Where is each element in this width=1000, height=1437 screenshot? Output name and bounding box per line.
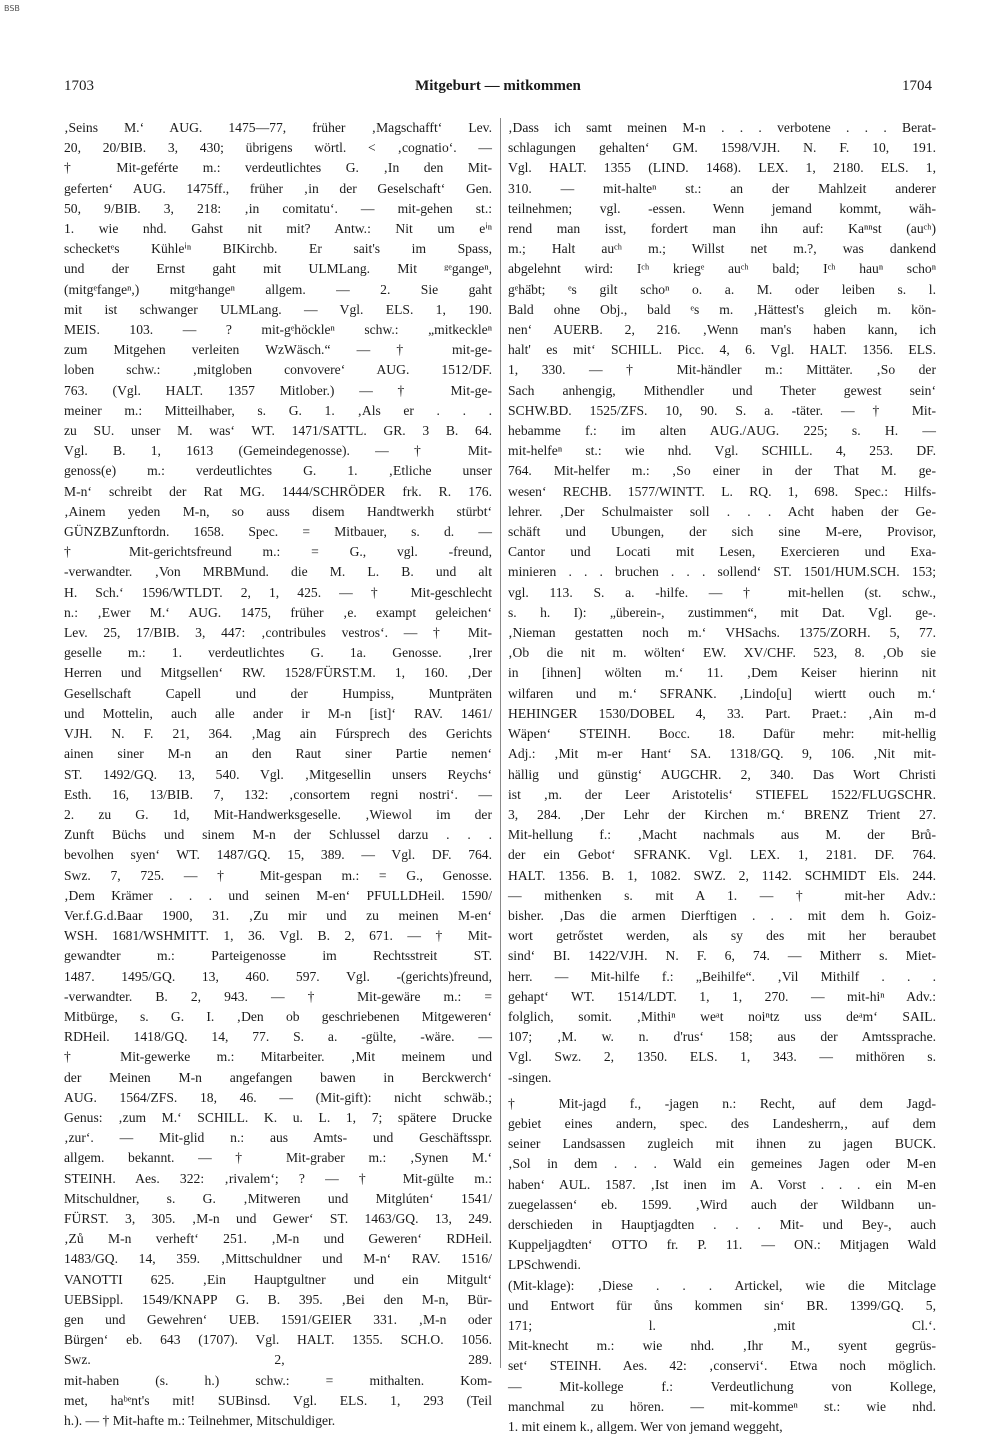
text-line: hällig und günstig‘ AUGCHR. 2, 340. Das Wort Christi	[508, 766, 936, 782]
text-line: zu SU. unser M. was‘ WT. 1471/SATTL. GR. 3 B. 64.	[64, 423, 492, 439]
text-line: † Mit-geférte m.: verdeutlichtes G. ‚In den Mit-	[64, 160, 492, 176]
text-line: h.). — † Mit-hafte m.: Teilnehmer, Mitschuldiger.	[64, 1413, 336, 1428]
text-line: s. h. I): „überein-, zustimmen“, mit Dat. Vgl. ge-.	[508, 604, 936, 620]
text-line: n.: ‚Ewer M.‘ AUG. 1475, früher ‚e. exampt geleichen‘	[64, 604, 492, 620]
text-line: zuegelassen‘ eb. 1599. ‚Wird auch der Wildbann un-	[508, 1196, 936, 1212]
text-line: ‚Zů M-n verheft‘ 251. ‚M-n und Geweren‘ RDHeil.	[64, 1231, 492, 1247]
text-line: schecketᵉs Kühleⁱⁿ BIKirchb. Er sait's im Spass,	[64, 241, 492, 257]
text-line: Mit-knecht m.: wie nhd. ‚Ihr M., syent gegrüs-	[508, 1338, 936, 1354]
text-line: bisher. ‚Das die armen Dierftigen . . . mit dem h. Goiz-	[508, 907, 936, 923]
text-line: ‚Dem Krämer . . . und seinen M-en‘ PFULLDHeil. 1590/	[64, 887, 492, 903]
text-line: sind‘ BI. 1422/VJH. N. F. 6, 74. — Mitherr s. Miet-	[508, 948, 936, 964]
text-line: ainen siner M-n an den Raut siner Partie nemen‘	[64, 746, 492, 762]
text-line: 50, 9/BIB. 3, 218: ‚in comitatu‘. — mit-gehen st.:	[64, 200, 492, 216]
text-line: (mitgᵉfangeⁿ,) mitgᵉhangeⁿ allgem. — 2. Sie gaht	[64, 281, 492, 297]
text-line: vgl. 113. S. a. -hilfe. — † mit-hellen (st. schw.,	[508, 584, 936, 600]
text-line: RDHeil. 1418/GQ. 14, 77. S. a. -gülte, -wäre. —	[64, 1029, 492, 1045]
text-line: wesen‘ RECHB. 1577/WINTT. L. RQ. 1, 698. Spec.: Hilfs-	[508, 483, 936, 499]
text-line: Zunft Büchs und sinem M-n der Schlussel darzu . . .	[64, 827, 492, 843]
text-line: ‚Dass ich samt meinen M-n . . . verbotene . . . Berat-	[508, 120, 936, 135]
text-line: ist ‚m. der Leer Aristotelis‘ STIEFEL 1522/FLUGSCHR.	[508, 786, 936, 802]
text-line: UEBSippl. 1549/KNAPP G. B. 395. ‚Bei den M-n, Bür-	[64, 1291, 492, 1307]
text-line: zum Mitgehen verleiten WzWäsch.“ — † mit-ge-	[64, 342, 492, 358]
text-line: geferten‘ AUG. 1475ff., früher ‚in der Geselschaft‘ Gen.	[64, 180, 492, 196]
text-line: AUG. 1564/ZFS. 18, 46. — (Mit-gift): nicht schwäb.;	[64, 1089, 492, 1105]
text-line: † Mit-gerichtsfreund m.: = G., vgl. -freund,	[64, 544, 492, 560]
text-line: 2. zu G. 1d, Mit-Handwerksgeselle. ‚Wiewol im der	[64, 806, 492, 822]
text-line: Gesellschaft Capell und der Humpiss, Muntpräten	[64, 685, 492, 701]
text-line: in [ihnen] wölten m.‘ 11. ‚Dem Keiser hierinn nit	[508, 665, 936, 681]
text-line: allgem. bekannt. — † Mit-graber m.: ‚Synen M.‘	[64, 1150, 492, 1166]
text-line: SCHW.BD. 1525/ZFS. 10, 90. S. a. -täter. — † Mit-	[508, 402, 936, 418]
text-line: Bürgen‘ eb. 643 (1707). Vgl. HALT. 1355. SCH.O. 1056.	[64, 1332, 492, 1348]
text-line: ST. 1492/GQ. 13, 540. Vgl. ‚Mitgesellin unsers Reychs‘	[64, 766, 492, 782]
text-line: VANOTTI 625. ‚Ein Hauptgultner und ein Mitgult‘	[64, 1271, 492, 1287]
text-line: GÜNZBZunftordn. 1658. Spec. = Mitbauer, s. d. —	[64, 524, 492, 540]
text-line: 1. mit einem k., allgem. Wer von jemand weggeht,	[508, 1419, 783, 1434]
text-line: Mit-hellung f.: ‚Macht nachmals aus M. der Brů-	[508, 827, 936, 843]
text-line: gehapt‘ WT. 1514/LDT. 1, 1, 270. — mit-hiⁿ Adv.:	[508, 988, 936, 1004]
left-column	[64, 118, 492, 1428]
text-line: † Mit-gewerke m.: Mitarbeiter. ‚Mit meinem und	[64, 1049, 492, 1065]
right-column	[508, 118, 936, 1434]
text-line: geselle m.: 1. verdeutlichtes G. 1a. Genosse. ‚Irer	[64, 645, 492, 661]
text-line: Esth. 16, 13/BIB. 7, 132: ‚consortem regni nostri‘. —	[64, 786, 492, 802]
text-line: Herren und Mitgsellen‘ RW. 1528/FÜRST.M. 1, 160. ‚Der	[64, 665, 492, 681]
text-line: -verwandter. B. 2, 943. — † Mit-gewäre m.: =	[64, 988, 492, 1004]
text-line: ‚Nieman gestatten noch m.‘ VHSachs. 1375/ZORH. 5, 77.	[508, 625, 936, 641]
text-line: Vgl. Swz. 2, 1350. ELS. 1, 343. — mithören s.	[508, 1049, 936, 1065]
text-line: teilnehmen; vgl. -essen. Wenn jemand kommt, wäh-	[508, 200, 936, 216]
text-line: H. Sch.‘ 1596/WTLDT. 2, 1, 425. — † Mit-geschlecht	[64, 584, 492, 600]
text-line: (Mit-klage): ‚Diese . . . Artickel, wie die Mitclage	[508, 1277, 936, 1293]
text-line: 1483/GQ. 14, 359. ‚Mittschuldner und M-n‘ RAV. 1516/	[64, 1251, 492, 1267]
text-line: mit-helfeⁿ st.: wie nhd. Vgl. SCHILL. 4, 253. DF.	[508, 443, 936, 459]
text-line: und Entwort für ůns kommen sin‘ BR. 1399/GQ. 5,	[508, 1297, 936, 1313]
text-line: Kuppeljagdten‘ OTTO fr. P. 11. — ON.: Mitjagen Wald	[508, 1237, 936, 1253]
text-line: Swz. 7, 725. — † Mit-gespan m.: = G., Genosse.	[64, 867, 492, 883]
text-line: -verwandter. ‚Von MRBMund. die M. L. B. und alt	[64, 564, 492, 580]
text-line: manchmal zu hören. — mit-kommeⁿ st.: wie nhd.	[508, 1398, 936, 1414]
text-line: Wäpen‘ STEINH. Bocc. 18. Dafür mehr: mit-hellig	[508, 726, 936, 742]
page-number-right: 1704	[902, 78, 932, 94]
text-line: meiner m.: Mitteilhaber, s. G. 1. ‚Als er . . .	[64, 402, 492, 418]
text-line: Mitschuldner, s. G. ‚Mitweren und Mitglúten‘ 1541/	[64, 1190, 492, 1206]
text-line: 1487. 1495/GQ. 13, 460. 597. Vgl. -(gerichts)freund,	[64, 968, 492, 984]
text-line: gewandter m.: Parteigenosse im Rechtsstreit ST.	[64, 948, 492, 964]
text-line: gen und Gewehren‘ UEB. 1591/GEIER 331. ‚M-n oder	[64, 1311, 492, 1327]
text-line: mit ist schwanger ULMLang. — Vgl. ELS. 1, 190.	[64, 301, 492, 317]
text-line: 1, 330. — † Mit-händler m.: Mittäter. ‚So der	[508, 362, 936, 378]
text-line: FÜRST. 3, 305. ‚M-n und Gewer‘ ST. 1463/GQ. 13, 249.	[64, 1210, 492, 1226]
text-line: 20, 20/BIB. 3, 430; übrigens wörtl. < ‚cognatio‘. —	[64, 140, 492, 156]
text-line: der ein Gebot‘ SFRANK. Vgl. LEX. 1, 2181. DF. 764.	[508, 847, 936, 863]
text-line: set‘ STEINH. Aes. 42: ‚conservi‘. Etwa noch möglich.	[508, 1358, 936, 1374]
text-line: rend man isst, fordert man ihn auf: Kaⁿⁿst (auᶜʰ)	[508, 221, 936, 237]
text-line: WSH. 1681/WSHMITT. 1, 36. Vgl. B. 2, 671. — † Mit-	[64, 928, 492, 944]
text-line: M-n‘ schreibt der Rat MG. 1444/SCHRÖDER frk. R. 176.	[64, 483, 492, 499]
text-line: lehrer. ‚Der Schulmaister soll . . . Acht haben der Ge-	[508, 503, 936, 519]
text-line: Bald ohne Obj., bald ᵉs m. ‚Hättest's gleich m. kön-	[508, 301, 936, 317]
text-line: Vgl. B. 1, 1613 (Gemeindegenosse). — † Mit-	[64, 443, 492, 459]
text-line: der Meinen M-n angefangen bawen in Berckwerch‘	[64, 1069, 492, 1085]
text-line: met, haᵇᵉnt's mit! SUBinsd. Vgl. ELS. 1, 293 (Teil	[64, 1392, 492, 1408]
text-line: 3, 284. ‚Der Lehr der Kirchen m.‘ BRENZ Trient 27.	[508, 806, 936, 822]
text-line: genoss(e) m.: verdeutlichtes G. 1. ‚Etliche unser	[64, 463, 492, 479]
text-line: haben‘ AUL. 1587. ‚Ist inen im A. Vorst . . . ein M-en	[508, 1176, 936, 1192]
text-line: ‚zur‘. — Mit-glid n.: aus Amts- und Geschäftsspr.	[64, 1130, 492, 1146]
running-title: Mitgeburt — mitkommen	[415, 78, 581, 94]
text-line: abgelehnt wird: Iᶜʰ kriegᵉ auᶜʰ bald; Iᶜʰ hauⁿ schoⁿ	[508, 261, 936, 277]
text-line: Sach anhengig, Mithendler und Theter gewest sein‘	[508, 382, 936, 398]
text-line: Adj.: ‚Mit m-er Hant‘ SA. 1318/GQ. 9, 106. ‚Nit mit-	[508, 746, 936, 762]
library-stamp: BSB	[4, 4, 20, 13]
text-line: Mitbürge, s. G. I. ‚Den ob geschriebenen Mitgeweren‘	[64, 1008, 492, 1024]
text-line: m.; Halt auᶜʰ m.; Willst net m.?, was dankend	[508, 241, 936, 257]
text-line: MEIS. 103. — ? mit-gᵉhöckleⁿ schw.: „mitkeckleⁿ	[64, 322, 492, 338]
page-header	[64, 74, 932, 104]
text-line: 107; ‚M. w. n. d'rus‘ 158; aus der Amtssprache.	[508, 1029, 936, 1045]
text-line: STEINH. Aes. 322: ‚rivalem‘; ? — † Mit-gülte m.:	[64, 1170, 492, 1186]
text-line: wort getrőstet werden, als sy des mit her beraubet	[508, 928, 936, 944]
text-line: 764. Mit-helfer m.: ‚So einer in der That M. ge-	[508, 463, 936, 479]
text-line: 1. wie nhd. Gahst nit mit? Antw.: Nit um eⁱⁿ	[64, 221, 492, 237]
text-line: schlagungen gehalten‘ GM. 1598/VJH. N. F. 10, 191.	[508, 140, 936, 156]
text-line: ‚Seins M.‘ AUG. 1475—77, früher ‚Magschafft‘ Lev.	[64, 120, 492, 135]
text-line: HALT. 1356. B. 1, 1082. SWZ. 2, 1142. SCHMIDT Els. 244.	[508, 867, 936, 883]
text-line: ‚Ainem yeden M-n, so auss disem Handtwerkh stürbt‘	[64, 503, 492, 519]
text-line: Cantor und Locati mit Lesen, Exercieren und Exa-	[508, 544, 936, 560]
text-line: wilfaren und m.‘ SFRANK. ‚Lindo[u] wiertt ouch m.‘	[508, 685, 936, 701]
text-line: — mithenken s. mit A 1. — † mit-her Adv.:	[508, 887, 936, 903]
text-line: -singen.	[508, 1069, 552, 1085]
text-line: ‚Ob die nit m. wölten‘ EW. XV/CHF. 523, 8. ‚Ob sie	[508, 645, 936, 661]
text-line: Swz. 2, 289.	[64, 1352, 492, 1368]
page-number-left: 1703	[64, 78, 94, 94]
text-line: HEHINGER 1530/DOBEL 4, 33. Part. Praet.: ‚Ain m-d	[508, 705, 936, 721]
text-line: herr. — Mit-hilfe f.: „Beihilfe“. ‚Vil Mithilf . . .	[508, 968, 936, 984]
text-line: loben schw.: ‚mitgloben convovere‘ AUG. 1512/DF.	[64, 362, 492, 378]
text-line: und der Ernst gaht mit ULMLang. Mit ᵍᵉgangeⁿ,	[64, 261, 492, 277]
text-line: Genus: ‚zum M.‘ SCHILL. K. u. L. 1, 7; spätere Drucke	[64, 1109, 492, 1125]
text-line: bevolhen syen‘ WT. 1487/GQ. 15, 389. — Vgl. DF. 764.	[64, 847, 492, 863]
text-line: halt' es mit‘ SCHILL. Picc. 4, 6. Vgl. HALT. 1356. ELS.	[508, 342, 936, 358]
text-line: mit-haben (s. h.) schw.: = mithalten. Kom-	[64, 1372, 492, 1388]
text-line: — Mit-kollege f.: Verdeutlichung von Kollege,	[508, 1378, 936, 1394]
text-line: gᵉhä̈bt; ᵉs gilt schoⁿ o. a. M. oder leiben s. l.	[508, 281, 936, 297]
text-line: gebiet eines andern, spec. des Landesherrn,‚ auf dem	[508, 1115, 936, 1131]
text-line: derschieden in Hauptjagdten . . . Mit- und Bey-, auch	[508, 1216, 936, 1232]
text-line: und Mottelin, auch alle ander ir M-n [ist]‘ RAV. 1461/	[64, 705, 492, 721]
text-line: seiner Landsassen zugleich mit ihnen zu jagen BUCK.	[508, 1136, 936, 1152]
text-line: 763. (Vgl. HALT. 1357 Mitlober.) — † Mit-ge-	[64, 382, 492, 398]
text-line: VJH. N. F. 21, 364. ‚Mag ain Fúrsprech des Gerichts	[64, 726, 492, 742]
text-line: Vgl. HALT. 1355 (LIND. 1468). LEX. 1, 2180. ELS. 1,	[508, 160, 936, 176]
text-line: nen‘ AUERB. 2, 216. ‚Wenn man's haben kann, ich	[508, 322, 936, 338]
text-line: † Mit-jagd f., -jagen n.: Recht, auf dem Jagd-	[508, 1095, 936, 1111]
text-line: ‚Sol in dem . . . Wald ein gemeines Jagen oder M-en	[508, 1156, 936, 1172]
text-line: LPSchwendi.	[508, 1257, 581, 1273]
text-line: Ver.f.G.d.Baar 1900, 31. ‚Zu mir und zu meinen M-en‘	[64, 907, 492, 923]
column-divider	[500, 118, 501, 1368]
text-line: folglich, somit. ‚Mithiⁿ weᵃt noiⁿtz uss deᵃm‘ SAIL.	[508, 1008, 936, 1024]
text-line: minieren . . . bruchen . . . sollend‘ ST. 1501/HUM.SCH. 153;	[508, 564, 936, 580]
text-line: Lev. 25, 17/BIB. 3, 447: ‚contribules vestros‘. — † Mit-	[64, 625, 492, 641]
text-line: 310. — mit-halteⁿ st.: an der Mahlzeit anderer	[508, 180, 936, 196]
text-line: hebamme f.: im alten AUG./AUG. 225; s. H. —	[508, 423, 936, 439]
text-line: 171; l. ‚mit Cl.‘.	[508, 1317, 936, 1333]
text-line: schäft und Ubungen, der sich sine M-ere, Provisor,	[508, 524, 936, 540]
